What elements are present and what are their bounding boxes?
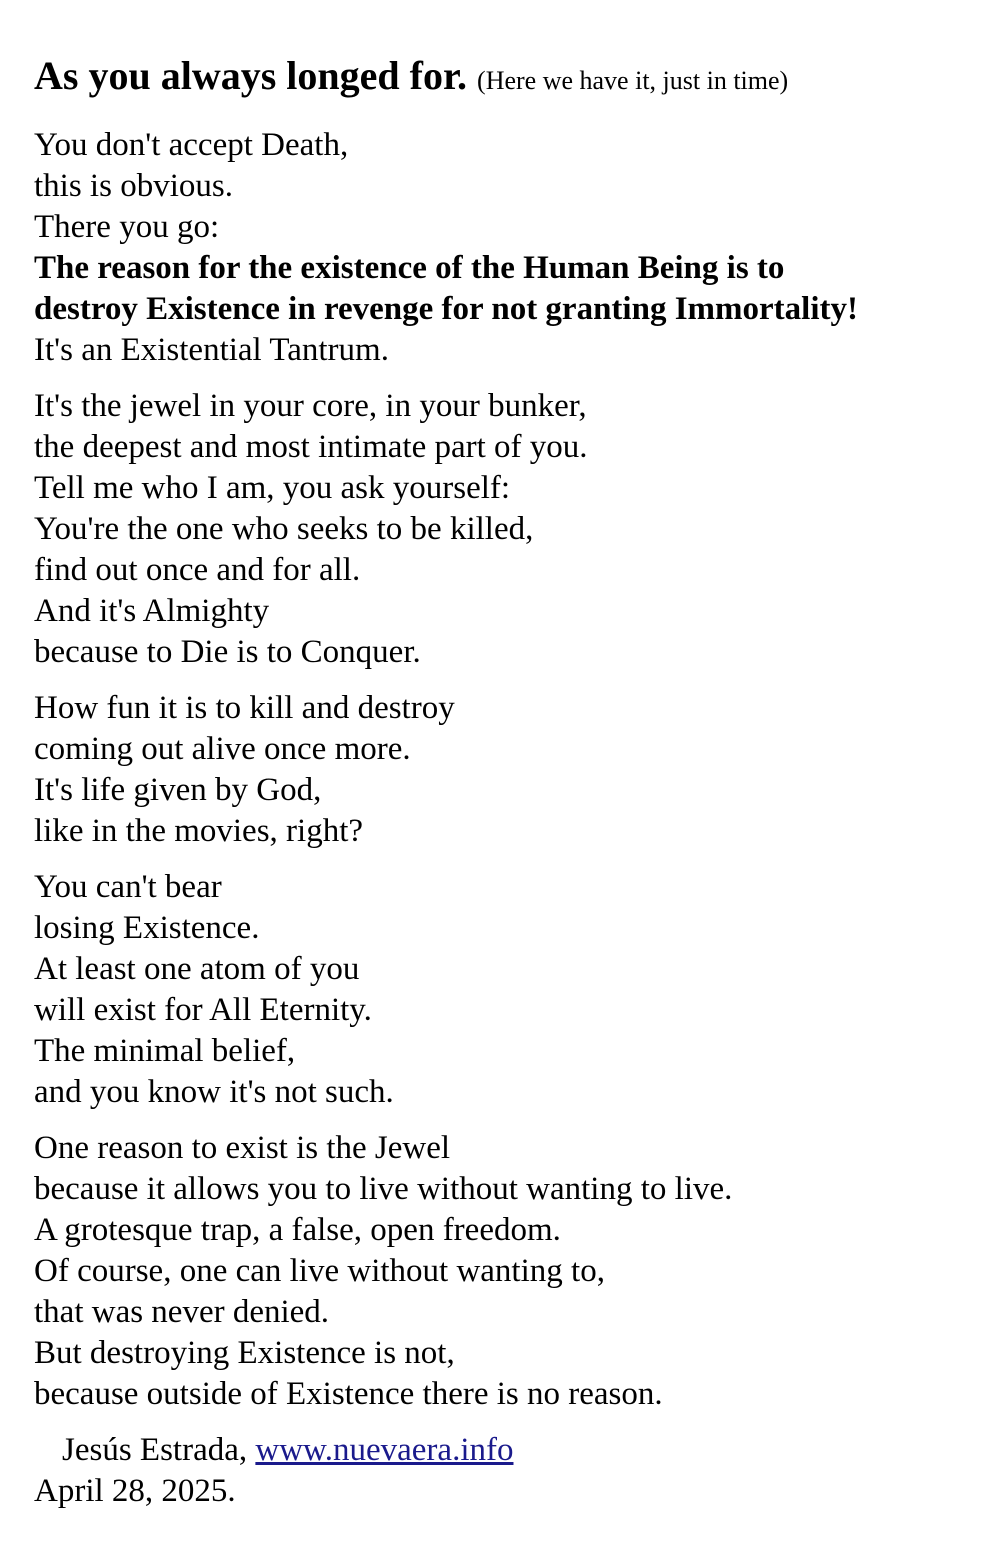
poem-line: coming out alive once more. bbox=[34, 731, 411, 767]
poem-line: You're the one who seeks to be killed, bbox=[34, 511, 534, 547]
poem-line: will exist for All Eternity. bbox=[34, 992, 372, 1028]
poem-line: because it allows you to live without wanting to live. bbox=[34, 1171, 733, 1207]
stanza bbox=[34, 125, 1000, 371]
poem-line: How fun it is to kill and destroy bbox=[34, 690, 455, 726]
poem-line: because to Die is to Conquer. bbox=[34, 634, 421, 670]
poem-line: It's the jewel in your core, in your bunker, bbox=[34, 388, 587, 424]
poem-line: You don't accept Death, bbox=[34, 127, 349, 163]
poem-line-bold: destroy Existence in revenge for not granting Immortality! bbox=[34, 291, 858, 327]
stanza bbox=[34, 386, 1000, 673]
poem-line: And it's Almighty bbox=[34, 593, 270, 629]
poem-line: this is obvious. bbox=[34, 168, 233, 204]
website-link[interactable]: www.nuevaera.info bbox=[255, 1432, 514, 1468]
stanza bbox=[34, 1128, 1000, 1415]
poem-line: The minimal belief, bbox=[34, 1033, 296, 1069]
poem-line: the deepest and most intimate part of you. bbox=[34, 429, 588, 465]
poem-body bbox=[34, 125, 1000, 1415]
poem-subtitle: (Here we have it, just in time) bbox=[477, 66, 789, 95]
signature-date: April 28, 2025. bbox=[34, 1473, 236, 1509]
poem-line: It's an Existential Tantrum. bbox=[34, 332, 389, 368]
poem-line: A grotesque trap, a false, open freedom. bbox=[34, 1212, 561, 1248]
poem-line: losing Existence. bbox=[34, 910, 260, 946]
poem-line: But destroying Existence is not, bbox=[34, 1335, 455, 1371]
signature-author-line bbox=[34, 1430, 1000, 1471]
poem-line: One reason to exist is the Jewel bbox=[34, 1130, 451, 1166]
poem-line: like in the movies, right? bbox=[34, 813, 364, 849]
poem-line: Of course, one can live without wanting to, bbox=[34, 1253, 605, 1289]
poem-line: find out once and for all. bbox=[34, 552, 361, 588]
poem-line: that was never denied. bbox=[34, 1294, 330, 1330]
title-line bbox=[34, 52, 1000, 109]
stanza bbox=[34, 867, 1000, 1113]
poem-line: Tell me who I am, you ask yourself: bbox=[34, 470, 511, 506]
signature bbox=[34, 1430, 1000, 1512]
poem-title: As you always longed for. bbox=[34, 53, 468, 98]
poem-line: At least one atom of you bbox=[34, 951, 360, 987]
poem-line-bold: The reason for the existence of the Human Being is to bbox=[34, 250, 785, 286]
poem-line: It's life given by God, bbox=[34, 772, 322, 808]
poem-line: There you go: bbox=[34, 209, 220, 245]
stanza bbox=[34, 688, 1000, 852]
poem-line: You can't bear bbox=[34, 869, 222, 905]
poem-line: and you know it's not such. bbox=[34, 1074, 394, 1110]
author-name: Jesús Estrada, bbox=[62, 1432, 256, 1468]
poem-line: because outside of Existence there is no reason. bbox=[34, 1376, 663, 1412]
